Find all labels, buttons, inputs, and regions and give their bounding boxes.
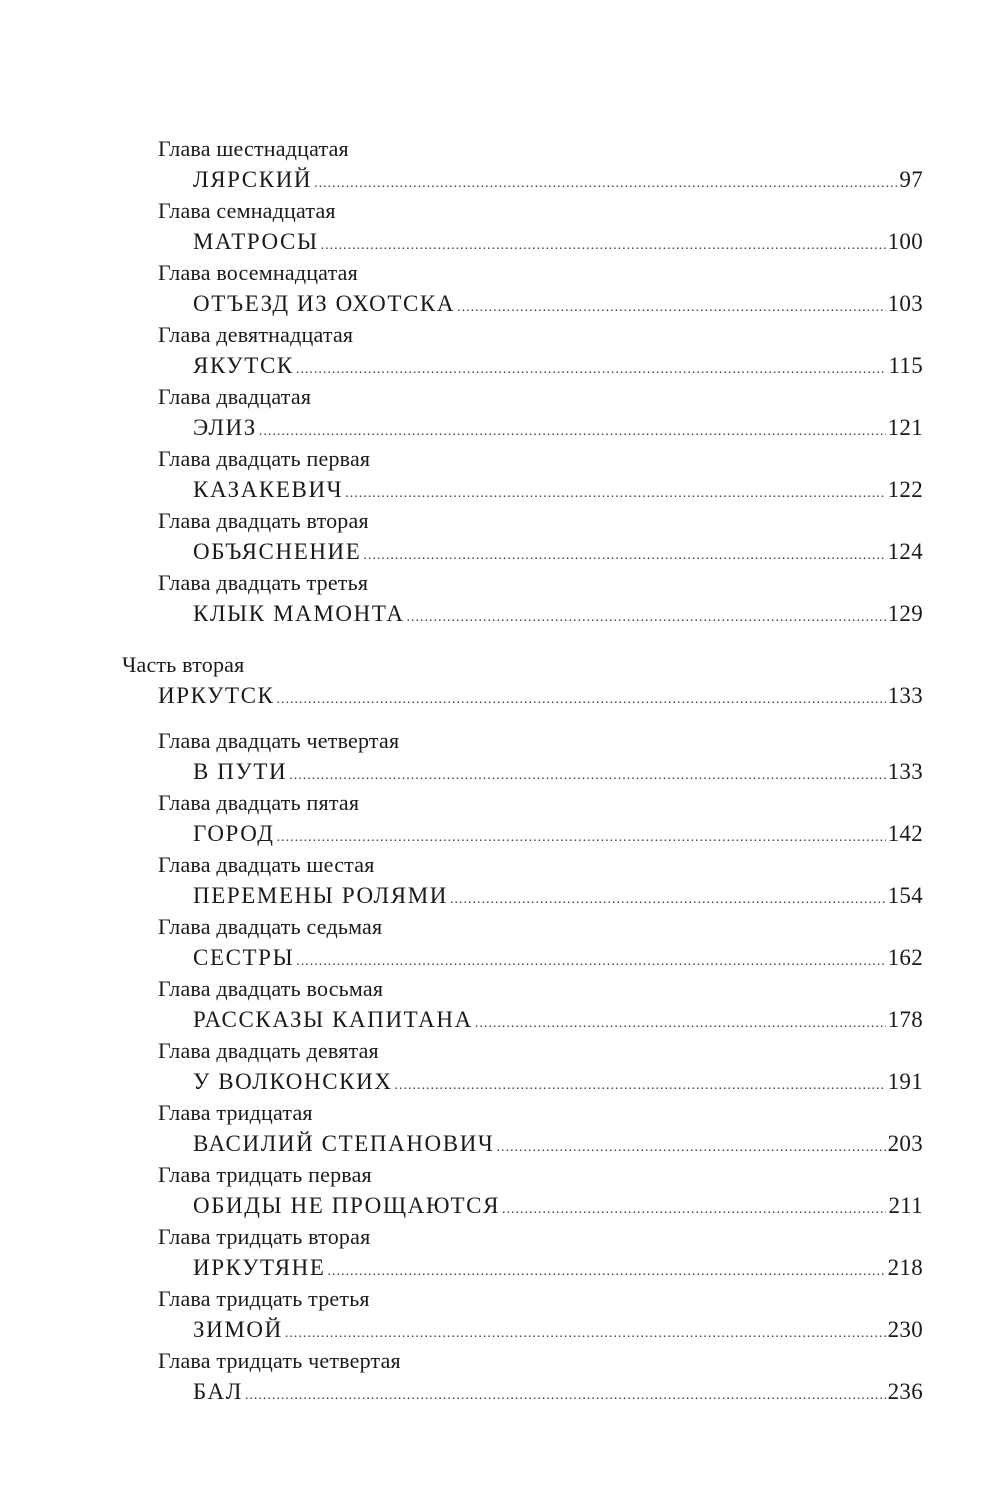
dot-leader — [277, 821, 886, 855]
chapter-label: Глава тридцать четвертая — [158, 1348, 401, 1373]
dot-leader — [407, 601, 886, 635]
part-title: ИРКУТСК — [158, 683, 275, 708]
toc-chapter-33 — [0, 1285, 1000, 1347]
chapter-label: Глава двадцать вторая — [158, 508, 369, 533]
toc-entry — [0, 287, 923, 321]
page-number: 154 — [887, 883, 923, 908]
page-number: 203 — [887, 1131, 923, 1156]
toc-entry — [0, 225, 923, 259]
toc-entry — [0, 941, 923, 975]
chapter-label: Глава двадцать седьмая — [158, 914, 383, 939]
chapter-label: Глава двадцать шестая — [158, 852, 375, 877]
toc-chapter-34 — [0, 1347, 1000, 1409]
table-of-contents — [0, 135, 1000, 1409]
toc-chapter-32 — [0, 1223, 1000, 1285]
toc-chapter-26 — [0, 851, 1000, 913]
chapter-title: ОБЪЯСНЕНИЕ — [193, 539, 362, 564]
toc-part-2 — [0, 651, 1000, 713]
page-number: 115 — [888, 353, 923, 378]
chapter-title: ЯКУТСК — [193, 353, 294, 378]
page-number: 230 — [887, 1317, 923, 1342]
chapter-label: Глава двадцать пятая — [158, 790, 360, 815]
page-number: 162 — [887, 945, 923, 970]
page-number: 133 — [887, 683, 923, 708]
dot-leader — [296, 945, 885, 979]
chapter-title: КЛЫК МАМОНТА — [193, 601, 405, 626]
toc-chapter-23 — [0, 569, 1000, 631]
page-number: 97 — [899, 167, 923, 192]
toc-entry — [0, 473, 923, 507]
chapter-label: Глава тридцать вторая — [158, 1224, 371, 1249]
toc-entry — [0, 349, 923, 383]
toc-chapter-18 — [0, 259, 1000, 321]
toc-entry — [0, 1003, 923, 1037]
page-number: 122 — [887, 477, 923, 502]
page-number: 218 — [887, 1255, 923, 1280]
dot-leader — [328, 1255, 886, 1289]
chapter-title: МАТРОСЫ — [193, 229, 319, 254]
toc-chapter-24 — [0, 727, 1000, 789]
chapter-title: БАЛ — [193, 1379, 243, 1404]
part-label: Часть вторая — [122, 652, 245, 677]
toc-chapter-17 — [0, 197, 1000, 259]
dot-leader — [502, 1193, 886, 1227]
chapter-label: Глава двадцать восьмая — [158, 976, 384, 1001]
toc-chapter-16 — [0, 135, 1000, 197]
toc-chapter-27 — [0, 913, 1000, 975]
chapter-label: Глава двадцать первая — [158, 446, 371, 471]
chapter-label: Глава тридцать третья — [158, 1286, 370, 1311]
toc-entry — [0, 163, 923, 197]
chapter-label: Глава шестнадцатая — [158, 136, 349, 161]
chapter-title: ОТЪЕЗД ИЗ ОХОТСКА — [193, 291, 456, 316]
page-number: 178 — [887, 1007, 923, 1032]
dot-leader — [395, 1069, 886, 1103]
toc-entry — [0, 535, 923, 569]
toc-entry — [0, 1313, 923, 1347]
page-number: 191 — [887, 1069, 923, 1094]
toc-chapter-20 — [0, 383, 1000, 445]
chapter-label: Глава двадцать девятая — [158, 1038, 379, 1063]
toc-entry — [0, 755, 923, 789]
dot-leader — [457, 291, 886, 325]
page-number: 129 — [887, 601, 923, 626]
page-number: 124 — [887, 539, 923, 564]
toc-chapter-29 — [0, 1037, 1000, 1099]
dot-leader — [289, 759, 885, 793]
dot-leader — [314, 167, 897, 201]
chapter-title: ОБИДЫ НЕ ПРОЩАЮТСЯ — [193, 1193, 501, 1218]
dot-leader — [496, 1131, 885, 1165]
dot-leader — [363, 539, 885, 573]
chapter-title: РАССКАЗЫ КАПИТАНА — [193, 1007, 473, 1032]
toc-entry — [0, 879, 923, 913]
page-number: 121 — [887, 415, 923, 440]
toc-chapter-19 — [0, 321, 1000, 383]
toc-part-entry — [0, 679, 923, 713]
toc-entry — [0, 597, 923, 631]
chapter-title: СЕСТРЫ — [193, 945, 295, 970]
dot-leader — [321, 229, 886, 263]
dot-leader — [259, 415, 886, 449]
chapter-title: КАЗАКЕВИЧ — [193, 477, 344, 502]
dot-leader — [245, 1379, 886, 1413]
toc-chapter-31 — [0, 1161, 1000, 1223]
dot-leader — [475, 1007, 886, 1041]
page-number: 236 — [887, 1379, 923, 1404]
chapter-title: ЗИМОЙ — [193, 1317, 283, 1342]
toc-chapter-21 — [0, 445, 1000, 507]
page-number: 100 — [887, 229, 923, 254]
chapter-title: ВАСИЛИЙ СТЕПАНОВИЧ — [193, 1131, 495, 1156]
dot-leader — [450, 883, 886, 917]
page-number: 142 — [887, 821, 923, 846]
chapter-label: Глава двадцать третья — [158, 570, 369, 595]
chapter-label: Глава восемнадцатая — [158, 260, 358, 285]
chapter-title: ЛЯРСКИЙ — [193, 167, 313, 192]
toc-chapter-22 — [0, 507, 1000, 569]
toc-chapter-28 — [0, 975, 1000, 1037]
toc-chapter-30 — [0, 1099, 1000, 1161]
chapter-title: У ВОЛКОНСКИХ — [193, 1069, 393, 1094]
chapter-title: В ПУТИ — [193, 759, 288, 784]
toc-entry — [0, 1375, 923, 1409]
chapter-label: Глава семнадцатая — [158, 198, 336, 223]
toc-entry — [0, 1251, 923, 1285]
toc-entry — [0, 411, 923, 445]
chapter-title: ПЕРЕМЕНЫ РОЛЯМИ — [193, 883, 448, 908]
chapter-title: ЭЛИЗ — [193, 415, 257, 440]
page-number: 133 — [887, 759, 923, 784]
toc-entry — [0, 1189, 923, 1223]
page-number: 103 — [887, 291, 923, 316]
chapter-label: Глава двадцатая — [158, 384, 312, 409]
chapter-label: Глава девятнадцатая — [158, 322, 354, 347]
chapter-label: Глава тридцатая — [158, 1100, 313, 1125]
chapter-label: Глава тридцать первая — [158, 1162, 372, 1187]
toc-chapter-25 — [0, 789, 1000, 851]
dot-leader — [296, 353, 887, 387]
chapter-title: ИРКУТЯНЕ — [193, 1255, 326, 1280]
toc-entry — [0, 817, 923, 851]
chapter-label: Глава двадцать четвертая — [158, 728, 400, 753]
dot-leader — [345, 477, 885, 511]
dot-leader — [277, 683, 886, 717]
toc-entry — [0, 1065, 923, 1099]
toc-entry — [0, 1127, 923, 1161]
dot-leader — [285, 1317, 886, 1351]
chapter-title: ГОРОД — [193, 821, 275, 846]
page-number: 211 — [888, 1193, 923, 1218]
